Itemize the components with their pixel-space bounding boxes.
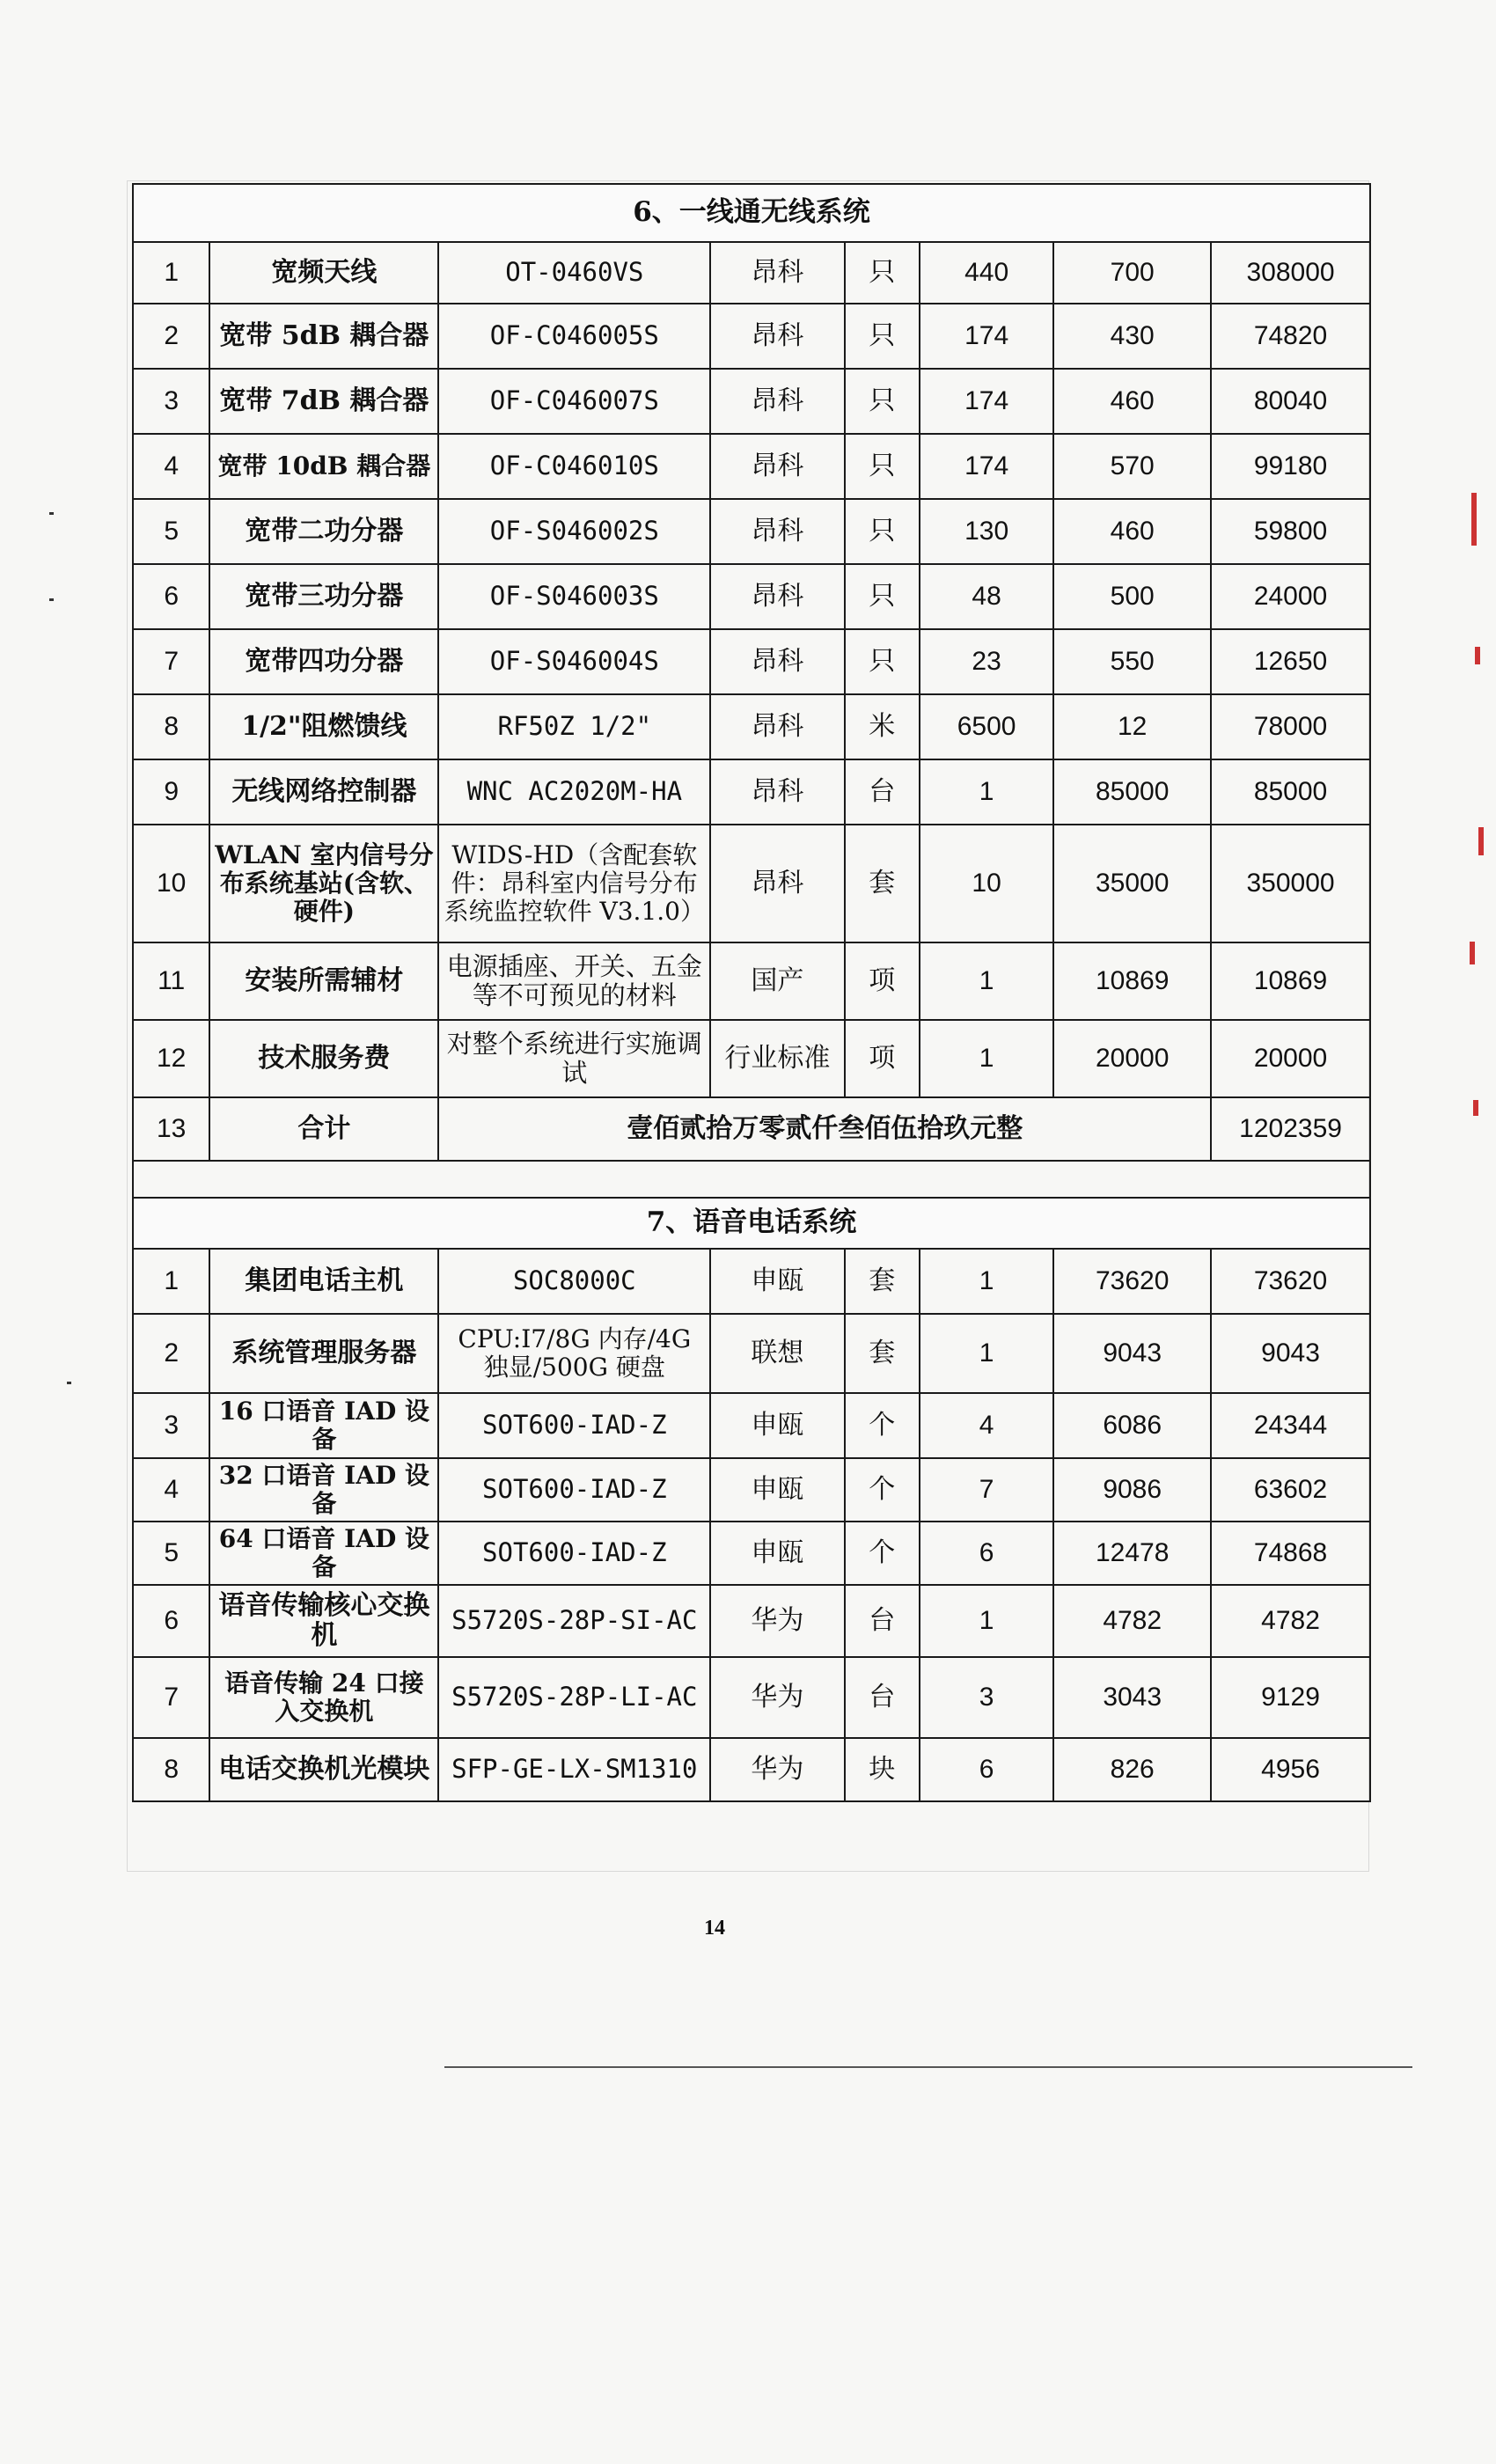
scan-speck [49, 512, 54, 515]
item-name: 宽频天线 [209, 242, 438, 304]
row-number: 2 [133, 304, 209, 369]
item-total: 73620 [1211, 1249, 1370, 1314]
table-row [133, 1585, 1370, 1657]
item-brand: 华为 [710, 1657, 844, 1738]
section7-title: 7、语音电话系统 [133, 1198, 1370, 1249]
item-unit-price: 3043 [1053, 1657, 1211, 1738]
item-total: 9043 [1211, 1314, 1370, 1393]
item-name: 语音传输 24 口接入交换机 [209, 1657, 438, 1738]
item-quantity: 130 [920, 499, 1053, 564]
table-row [133, 304, 1370, 369]
row-number: 1 [133, 242, 209, 304]
equipment-price-table [132, 183, 1371, 1802]
item-model: SOC8000C [438, 1249, 710, 1314]
item-unit-price: 12 [1053, 694, 1211, 759]
item-total: 24000 [1211, 564, 1370, 629]
item-unit-price: 570 [1053, 434, 1211, 499]
item-total: 63602 [1211, 1458, 1370, 1522]
item-model: SFP-GE-LX-SM1310 [438, 1738, 710, 1801]
item-brand: 昂科 [710, 369, 844, 434]
table-row [133, 1657, 1370, 1738]
item-name: WLAN 室内信号分布系统基站(含软、硬件) [209, 825, 438, 942]
item-name: 安装所需辅材 [209, 942, 438, 1020]
item-model: WNC AC2020M-HA [438, 759, 710, 825]
item-quantity: 3 [920, 1657, 1053, 1738]
item-quantity: 440 [920, 242, 1053, 304]
scan-edge-mark [1478, 827, 1484, 855]
table-row [133, 1249, 1370, 1314]
item-unit: 米 [845, 694, 920, 759]
table-row [133, 434, 1370, 499]
item-name: 无线网络控制器 [209, 759, 438, 825]
item-name: 1/2"阻燃馈线 [209, 694, 438, 759]
item-quantity: 1 [920, 1314, 1053, 1393]
total-amount: 1202359 [1211, 1097, 1370, 1161]
item-brand: 昂科 [710, 434, 844, 499]
item-unit: 只 [845, 564, 920, 629]
item-model: SOT600-IAD-Z [438, 1522, 710, 1585]
item-quantity: 1 [920, 942, 1053, 1020]
item-model: OF-C046005S [438, 304, 710, 369]
item-quantity: 174 [920, 369, 1053, 434]
scan-edge-mark [1473, 1100, 1478, 1116]
item-model: OF-S046003S [438, 564, 710, 629]
row-number: 5 [133, 1522, 209, 1585]
item-name: 宽带二功分器 [209, 499, 438, 564]
table-row [133, 1020, 1370, 1097]
item-unit: 只 [845, 629, 920, 694]
item-name: 宽带三功分器 [209, 564, 438, 629]
item-unit: 套 [845, 1249, 920, 1314]
item-quantity: 174 [920, 304, 1053, 369]
item-unit-price: 4782 [1053, 1585, 1211, 1657]
item-model: OF-C046007S [438, 369, 710, 434]
item-total: 10869 [1211, 942, 1370, 1020]
item-brand: 申瓯 [710, 1522, 844, 1585]
section6-total-body [133, 1097, 1370, 1249]
spacer-cell [133, 1161, 1370, 1198]
item-unit-price: 12478 [1053, 1522, 1211, 1585]
row-number: 3 [133, 369, 209, 434]
item-quantity: 6 [920, 1738, 1053, 1801]
item-name: 宽带 7dB 耦合器 [209, 369, 438, 434]
item-unit-price: 460 [1053, 499, 1211, 564]
scan-speck [49, 598, 54, 601]
item-unit: 个 [845, 1522, 920, 1585]
table-row [133, 629, 1370, 694]
scan-edge-mark [1471, 493, 1477, 546]
item-name: 电话交换机光模块 [209, 1738, 438, 1801]
item-quantity: 6 [920, 1522, 1053, 1585]
row-number: 7 [133, 1657, 209, 1738]
item-model: S5720S-28P-LI-AC [438, 1657, 710, 1738]
item-quantity: 10 [920, 825, 1053, 942]
item-quantity: 6500 [920, 694, 1053, 759]
item-total: 308000 [1211, 242, 1370, 304]
total-row-number: 13 [133, 1097, 209, 1161]
item-unit: 只 [845, 499, 920, 564]
item-brand: 昂科 [710, 564, 844, 629]
item-unit-price: 6086 [1053, 1393, 1211, 1458]
item-total: 4782 [1211, 1585, 1370, 1657]
item-unit-price: 826 [1053, 1738, 1211, 1801]
item-unit: 只 [845, 304, 920, 369]
table-row [133, 1393, 1370, 1458]
item-brand: 昂科 [710, 629, 844, 694]
item-brand: 昂科 [710, 825, 844, 942]
item-model: SOT600-IAD-Z [438, 1393, 710, 1458]
item-unit: 只 [845, 242, 920, 304]
spacer-row [133, 1161, 1370, 1198]
table-row [133, 242, 1370, 304]
row-number: 3 [133, 1393, 209, 1458]
item-unit: 项 [845, 942, 920, 1020]
row-number: 8 [133, 1738, 209, 1801]
row-number: 6 [133, 564, 209, 629]
item-unit: 项 [845, 1020, 920, 1097]
item-total: 74868 [1211, 1522, 1370, 1585]
table-row [133, 369, 1370, 434]
item-quantity: 4 [920, 1393, 1053, 1458]
section6-body [133, 184, 1370, 1097]
section7-header-row [133, 1198, 1370, 1249]
item-unit-price: 700 [1053, 242, 1211, 304]
item-brand: 昂科 [710, 499, 844, 564]
item-unit-price: 9086 [1053, 1458, 1211, 1522]
row-number: 6 [133, 1585, 209, 1657]
item-quantity: 1 [920, 1020, 1053, 1097]
item-total: 99180 [1211, 434, 1370, 499]
item-total: 24344 [1211, 1393, 1370, 1458]
item-model: 电源插座、开关、五金等不可预见的材料 [438, 942, 710, 1020]
section6-total-row [133, 1097, 1370, 1161]
section6-title: 6、一线通无线系统 [133, 184, 1370, 242]
page-number: 14 [704, 1917, 725, 1940]
item-model: OT-0460VS [438, 242, 710, 304]
item-quantity: 7 [920, 1458, 1053, 1522]
item-total: 4956 [1211, 1738, 1370, 1801]
row-number: 12 [133, 1020, 209, 1097]
item-unit-price: 500 [1053, 564, 1211, 629]
item-brand: 华为 [710, 1585, 844, 1657]
item-total: 80040 [1211, 369, 1370, 434]
item-name: 技术服务费 [209, 1020, 438, 1097]
item-total: 78000 [1211, 694, 1370, 759]
item-name: 16 口语音 IAD 设备 [209, 1393, 438, 1458]
item-quantity: 48 [920, 564, 1053, 629]
total-amount-words: 壹佰贰拾万零贰仟叁佰伍拾玖元整 [438, 1097, 1211, 1161]
item-unit-price: 73620 [1053, 1249, 1211, 1314]
table-row [133, 1314, 1370, 1393]
row-number: 2 [133, 1314, 209, 1393]
table-row [133, 499, 1370, 564]
item-total: 350000 [1211, 825, 1370, 942]
table-row [133, 942, 1370, 1020]
scan-edge-mark [1475, 647, 1480, 664]
item-unit-price: 430 [1053, 304, 1211, 369]
row-number: 4 [133, 434, 209, 499]
item-total: 59800 [1211, 499, 1370, 564]
item-model: S5720S-28P-SI-AC [438, 1585, 710, 1657]
item-quantity: 1 [920, 759, 1053, 825]
item-unit-price: 85000 [1053, 759, 1211, 825]
section6-header-row [133, 184, 1370, 242]
item-name: 集团电话主机 [209, 1249, 438, 1314]
item-unit-price: 35000 [1053, 825, 1211, 942]
item-model: RF50Z 1/2" [438, 694, 710, 759]
item-quantity: 23 [920, 629, 1053, 694]
item-unit: 个 [845, 1393, 920, 1458]
item-unit: 只 [845, 434, 920, 499]
scan-speck [67, 1382, 71, 1384]
item-name: 宽带四功分器 [209, 629, 438, 694]
row-number: 9 [133, 759, 209, 825]
item-unit: 台 [845, 1585, 920, 1657]
item-unit-price: 20000 [1053, 1020, 1211, 1097]
table-row [133, 1738, 1370, 1801]
item-total: 20000 [1211, 1020, 1370, 1097]
item-total: 74820 [1211, 304, 1370, 369]
item-model: WIDS-HD（含配套软件：昂科室内信号分布系统监控软件 V3.1.0） [438, 825, 710, 942]
footer-rule [444, 2066, 1412, 2068]
total-label: 合计 [209, 1097, 438, 1161]
item-brand: 华为 [710, 1738, 844, 1801]
item-quantity: 174 [920, 434, 1053, 499]
item-brand: 申瓯 [710, 1249, 844, 1314]
item-brand: 国产 [710, 942, 844, 1020]
item-brand: 昂科 [710, 304, 844, 369]
row-number: 5 [133, 499, 209, 564]
item-unit-price: 550 [1053, 629, 1211, 694]
item-unit: 套 [845, 1314, 920, 1393]
item-unit: 台 [845, 759, 920, 825]
row-number: 1 [133, 1249, 209, 1314]
scan-edge-mark [1470, 942, 1475, 964]
item-brand: 昂科 [710, 759, 844, 825]
item-model: OF-S046002S [438, 499, 710, 564]
table-row [133, 1458, 1370, 1522]
item-model: 对整个系统进行实施调试 [438, 1020, 710, 1097]
item-brand: 申瓯 [710, 1458, 844, 1522]
item-unit-price: 9043 [1053, 1314, 1211, 1393]
item-brand: 行业标准 [710, 1020, 844, 1097]
item-unit: 套 [845, 825, 920, 942]
item-model: OF-S046004S [438, 629, 710, 694]
item-name: 宽带 5dB 耦合器 [209, 304, 438, 369]
item-unit: 只 [845, 369, 920, 434]
section7-body [133, 1249, 1370, 1801]
item-name: 系统管理服务器 [209, 1314, 438, 1393]
item-unit-price: 460 [1053, 369, 1211, 434]
item-name: 64 口语音 IAD 设备 [209, 1522, 438, 1585]
item-total: 9129 [1211, 1657, 1370, 1738]
item-brand: 昂科 [710, 694, 844, 759]
item-model: SOT600-IAD-Z [438, 1458, 710, 1522]
item-brand: 申瓯 [710, 1393, 844, 1458]
item-name: 32 口语音 IAD 设备 [209, 1458, 438, 1522]
item-brand: 联想 [710, 1314, 844, 1393]
row-number: 4 [133, 1458, 209, 1522]
item-brand: 昂科 [710, 242, 844, 304]
table-row [133, 1522, 1370, 1585]
row-number: 7 [133, 629, 209, 694]
item-unit-price: 10869 [1053, 942, 1211, 1020]
row-number: 11 [133, 942, 209, 1020]
table-row [133, 694, 1370, 759]
item-unit: 个 [845, 1458, 920, 1522]
item-name: 语音传输核心交换机 [209, 1585, 438, 1657]
table-row [133, 564, 1370, 629]
item-total: 85000 [1211, 759, 1370, 825]
table-row [133, 759, 1370, 825]
table-row [133, 825, 1370, 942]
item-model: OF-C046010S [438, 434, 710, 499]
item-total: 12650 [1211, 629, 1370, 694]
item-quantity: 1 [920, 1249, 1053, 1314]
item-name: 宽带 10dB 耦合器 [209, 434, 438, 499]
item-quantity: 1 [920, 1585, 1053, 1657]
item-unit: 块 [845, 1738, 920, 1801]
item-model: CPU:I7/8G 内存/4G 独显/500G 硬盘 [438, 1314, 710, 1393]
row-number: 8 [133, 694, 209, 759]
row-number: 10 [133, 825, 209, 942]
item-unit: 台 [845, 1657, 920, 1738]
